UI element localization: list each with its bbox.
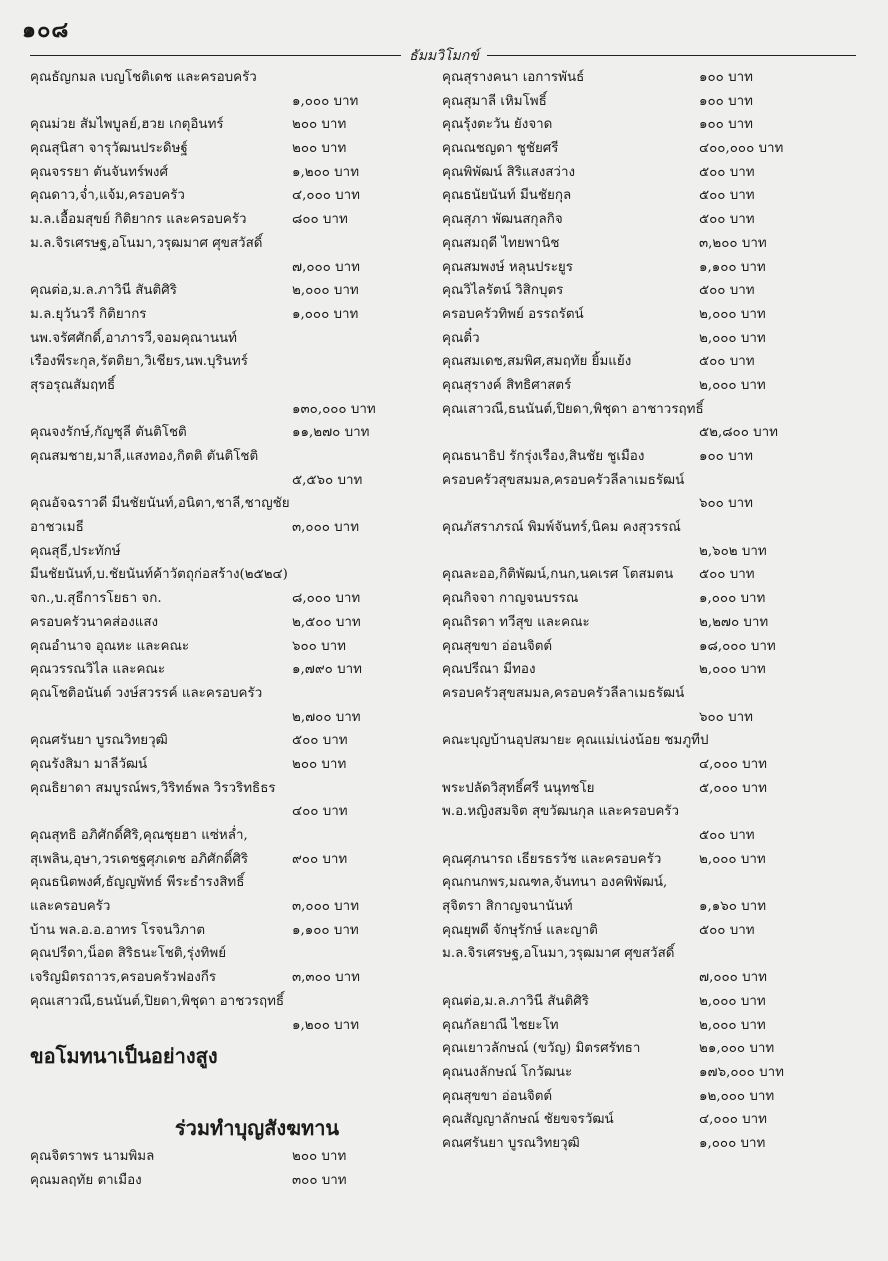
donation-amount: ๒๐๐ บาท bbox=[292, 756, 347, 772]
donor-row bbox=[30, 658, 424, 682]
donation-amount: ๒,๖๐๒ บาท bbox=[699, 543, 767, 559]
donor-row bbox=[442, 540, 836, 564]
donation-amount: ๒,๐๐๐ บาท bbox=[699, 377, 766, 393]
donor-name: เรืองพีระกุล,รัตติยา,วิเชียร,นพ.บุรินทร์ bbox=[30, 354, 248, 370]
donor-name: คุณต่อ,ม.ล.ภาวินี สันติศิริ bbox=[30, 283, 177, 299]
donor-row bbox=[30, 161, 424, 185]
section-title: ธัมมวิโมกข์ bbox=[401, 48, 487, 64]
donor-row bbox=[30, 492, 424, 516]
donor-row bbox=[30, 374, 424, 398]
donor-name: คุณปรีณา มีทอง bbox=[442, 662, 536, 678]
right-donor-list bbox=[442, 66, 836, 1156]
donation-amount: ๑๘,๐๐๐ บาท bbox=[699, 638, 776, 654]
donor-row bbox=[442, 350, 836, 374]
donation-amount: ๓,๐๐๐ บาท bbox=[292, 899, 360, 915]
donation-amount: ๔,๐๐๐ บาท bbox=[292, 188, 361, 204]
donor-name: สุรอรุณสัมฤทธิ์ bbox=[30, 377, 116, 393]
donation-amount: ๑๒,๐๐๐ บาท bbox=[699, 1088, 775, 1104]
donor-name: คุณรุ้งตะวัน ยังจาด bbox=[442, 117, 553, 133]
donor-name: คุณละออ,กิติพัฒน์,กนก,นคเรศ โตสมตน bbox=[442, 567, 674, 583]
donor-row bbox=[30, 587, 424, 611]
donor-row bbox=[30, 682, 424, 706]
donation-amount: ๒,๐๐๐ บาท bbox=[699, 330, 766, 346]
donor-name: คุณปรีดา,น็อต สิริธนะโชติ,รุ่งทิพย์ bbox=[30, 946, 227, 962]
donation-amount: ๕๐๐ บาท bbox=[699, 212, 755, 228]
donor-row bbox=[442, 682, 836, 706]
donor-name: พระปลัดวิสุทธิ์ศรี นนุทชโย bbox=[442, 780, 595, 796]
donation-amount: ๘,๐๐๐ บาท bbox=[292, 591, 361, 607]
donor-name: เจริญมิตรถาวร,ครอบครัวฟองกีร bbox=[30, 970, 217, 986]
donor-name: ม.ล.จิรเศรษฐ,อโนมา,วรุฒมาศ ศุขสวัสดิ์ bbox=[442, 946, 675, 962]
donor-name: คุณธิยาดา สมบูรณ์พร,วิริทธ์พล วิรวริทธิธร bbox=[30, 780, 276, 796]
donor-row bbox=[30, 1145, 424, 1169]
spacer bbox=[30, 1069, 424, 1109]
donor-row bbox=[30, 184, 424, 208]
donor-name: พ.อ.หญิงสมจิต สุขวัฒนกุล และครอบครัว bbox=[442, 804, 680, 820]
donor-name: คุณสมฤดี ไทยพานิช bbox=[442, 235, 560, 251]
donation-amount: ๑,๐๐๐ บาท bbox=[699, 591, 766, 607]
donor-name: คุณวิไลรัตน์ วิสิกบุตร bbox=[442, 283, 564, 299]
donor-row bbox=[442, 942, 836, 966]
thanks-heading: ขอโมทนาเป็นอย่างสูง bbox=[30, 1044, 218, 1069]
donation-amount: ๑,๑๖๐ บาท bbox=[699, 899, 767, 915]
donor-row bbox=[30, 729, 424, 753]
donor-row bbox=[442, 777, 836, 801]
donation-amount: ๕,๐๐๐ บาท bbox=[699, 780, 768, 796]
donor-name: คณะบุญบ้านอุปสมายะ คุณแม่เน่งน้อย ชมภูทีป bbox=[442, 733, 709, 749]
donor-row bbox=[442, 492, 836, 516]
donation-amount: ๕๐๐ บาท bbox=[699, 567, 755, 583]
donor-row bbox=[442, 1014, 836, 1038]
right-column bbox=[442, 66, 836, 1156]
donation-amount: ๑,๒๐๐ บาท bbox=[292, 1017, 360, 1033]
donation-amount: ๔,๐๐๐ บาท bbox=[699, 1112, 768, 1128]
donor-name: คุณสมชาย,มาลี,แสงทอง,กิตติ ตันติโชติ bbox=[30, 449, 259, 464]
donor-name: มีนชัยนันท์,บ.ชัยนันท์ค้าวัตถุก่อสร้าง(๒๕๒๔) bbox=[30, 567, 288, 583]
donation-amount: ๒๐๐ บาท bbox=[292, 1149, 347, 1165]
donor-name: คุณมลฤทัย ตาเมือง bbox=[30, 1172, 142, 1188]
donor-name: ครอบครัวสุขสมมล,ครอบครัวลีลาเมธรัฒน์ bbox=[442, 472, 685, 488]
donor-name: สุเพลิน,อุษา,วรเดชฐศุภเดช อภิศักดิ์ศิริ bbox=[30, 851, 249, 867]
donor-row bbox=[442, 184, 836, 208]
donor-row bbox=[442, 563, 836, 587]
left-donor-list bbox=[30, 66, 424, 1037]
donor-row bbox=[30, 871, 424, 895]
donor-name: คุณสุรางค์ สิทธิศาสตร์ bbox=[442, 377, 572, 393]
donor-name: คุณเสาวณี,ธนนันต์,ปิยดา,พิชุดา อาชวรฤทธิ์ bbox=[30, 993, 285, 1009]
donation-amount: ๓,๐๐๐ บาท bbox=[292, 520, 360, 536]
donation-amount: ๒,๕๐๐ บาท bbox=[292, 614, 361, 630]
donor-name: คุณถิรดา ทวีสุข และคณะ bbox=[442, 614, 590, 630]
donor-name: คุณต่อ,ม.ล.ภาวินี สันติศิริ bbox=[442, 993, 589, 1009]
left-column bbox=[30, 66, 424, 1193]
donation-amount: ๖๐๐ บาท bbox=[699, 496, 753, 512]
donation-amount: ๔,๐๐๐ บาท bbox=[699, 756, 768, 772]
donor-name: คุณสุมาลี เหิมโพธิ์ bbox=[442, 93, 547, 109]
donor-name: คุณโชติอนันต์ วงษ์สวรรค์ และครอบครัว bbox=[30, 685, 263, 701]
donor-row bbox=[442, 729, 836, 753]
donor-name: ม.ล.จิรเศรษฐ,อโนมา,วรุฒมาศ ศุขสวัสดิ์ bbox=[30, 235, 263, 251]
donor-name: คุณภัสราภรณ์ พิมพ์จันทร์,นิคม คงสุวรรณ์ bbox=[442, 520, 681, 536]
donor-name: คุณกัลยาณี ไชยะโท bbox=[442, 1017, 559, 1033]
donor-row bbox=[30, 232, 424, 256]
donation-amount: ๒,๐๐๐ บาท bbox=[699, 993, 766, 1009]
donor-row bbox=[442, 469, 836, 493]
donation-amount: ๕๐๐ บาท bbox=[699, 283, 755, 299]
donor-row bbox=[30, 635, 424, 659]
donor-name: คุณสุขขา อ่อนจิตต์ bbox=[442, 1088, 553, 1104]
donor-row bbox=[442, 113, 836, 137]
donor-row bbox=[442, 1108, 836, 1132]
donor-row bbox=[442, 824, 836, 848]
donor-row bbox=[442, 66, 836, 90]
donation-amount: ๑๗๖,๐๐๐ บาท bbox=[699, 1064, 784, 1080]
donor-row bbox=[30, 66, 424, 90]
donation-amount: ๒,๗๐๐ บาท bbox=[292, 709, 361, 725]
donor-row bbox=[30, 516, 424, 540]
donor-name: คุณติ๋ว bbox=[442, 330, 480, 346]
donor-row bbox=[442, 895, 836, 919]
donor-name: สุจิตรา สิกาญจนานันท์ bbox=[442, 899, 573, 915]
donor-name: ครอบครัวนาคส่องแสง bbox=[30, 614, 159, 630]
donor-row bbox=[442, 1061, 836, 1085]
donor-row bbox=[442, 611, 836, 635]
donor-row bbox=[30, 611, 424, 635]
donor-name: ครอบครัวทิพย์ อรรถรัตน์ bbox=[442, 306, 584, 322]
donation-amount: ๗,๐๐๐ บาท bbox=[699, 970, 767, 986]
donor-name: และครอบครัว bbox=[30, 899, 111, 915]
donation-amount: ๒,๐๐๐ บาท bbox=[699, 1017, 766, 1033]
donor-row bbox=[30, 445, 424, 469]
donation-amount: ๒๐๐ บาท bbox=[292, 117, 347, 133]
donor-row bbox=[442, 232, 836, 256]
donor-row bbox=[30, 706, 424, 730]
donor-name: คุณสุนิสา จารุวัฒนประดิษฐ์ bbox=[30, 141, 188, 157]
donor-row bbox=[442, 753, 836, 777]
donor-row bbox=[30, 350, 424, 374]
sanghathan-heading: ร่วมทำบุญสังฆทาน bbox=[174, 1116, 340, 1141]
donor-row bbox=[30, 942, 424, 966]
donor-row bbox=[442, 635, 836, 659]
donation-amount: ๖๐๐ บาท bbox=[292, 638, 346, 654]
donor-name: คุณจรรยา ตันจันทร์พงศ์ bbox=[30, 164, 168, 180]
donor-row bbox=[30, 919, 424, 943]
donor-row bbox=[442, 1085, 836, 1109]
donor-name: คุณสุรางคนา เอการพันธ์ bbox=[442, 70, 585, 85]
donor-name: คุณม่วย สัมไพบูลย์,ฮวย เกตุอินทร์ bbox=[30, 117, 224, 133]
donation-amount: ๒,๐๐๐ บาท bbox=[699, 851, 766, 867]
donor-name: ครอบครัวสุขสมมล,ครอบครัวลีลาเมธรัฒน์ bbox=[442, 685, 685, 701]
donor-row bbox=[30, 208, 424, 232]
page-number: ๑๐๘ bbox=[22, 17, 70, 43]
donor-name: คุณอำนาจ อุณหะ และคณะ bbox=[30, 638, 190, 654]
donor-name: คุณจงรักษ์,กัญชุลี ตันติโชติ bbox=[30, 425, 187, 441]
donor-name: คุณศรันยา บูรณวิทยวุฒิ bbox=[30, 733, 168, 749]
donor-row bbox=[30, 800, 424, 824]
donor-name: คุณยุพดี จักษุรักษ์ และญาติ bbox=[442, 922, 598, 938]
donation-amount: ๕๐๐ บาท bbox=[699, 188, 755, 204]
section-header bbox=[0, 45, 888, 67]
donor-row bbox=[30, 895, 424, 919]
donor-row bbox=[30, 966, 424, 990]
donor-name: บ้าน พล.อ.อ.อาทร โรจนวิภาต bbox=[30, 922, 206, 938]
donor-row bbox=[442, 871, 836, 895]
donation-amount: ๑,๗๙๐ บาท bbox=[292, 662, 362, 678]
donation-amount: ๑๐๐ บาท bbox=[699, 93, 753, 109]
donor-row bbox=[30, 563, 424, 587]
donor-row bbox=[442, 516, 836, 540]
sanghathan-donor-list bbox=[30, 1145, 424, 1192]
donor-row bbox=[30, 469, 424, 493]
donor-name: คุณดาว,จ่ำ,แจ้ม,ครอบครัว bbox=[30, 188, 185, 204]
donation-amount: ๕๐๐ บาท bbox=[699, 828, 755, 843]
donation-amount: ๑๐๐ บาท bbox=[699, 117, 753, 133]
donor-row bbox=[442, 706, 836, 730]
donor-name: นพ.จรัศศักดิ์,อาภารวี,จอมคุณานนท์ bbox=[30, 330, 237, 346]
donation-amount: ๙๐๐ บาท bbox=[292, 851, 348, 867]
donation-amount: ๒,๐๐๐ บาท bbox=[292, 283, 359, 299]
donor-row bbox=[442, 800, 836, 824]
donation-amount: ๒,๒๗๐ บาท bbox=[699, 614, 769, 630]
donor-row bbox=[30, 398, 424, 422]
donor-row bbox=[30, 990, 424, 1014]
donor-row bbox=[442, 1037, 836, 1061]
donor-row bbox=[442, 327, 836, 351]
donor-row bbox=[442, 161, 836, 185]
donor-row bbox=[442, 658, 836, 682]
donor-row bbox=[30, 421, 424, 445]
donor-name: คุณธนัยนันท์ มีนชัยกุล bbox=[442, 188, 572, 204]
donor-row bbox=[442, 587, 836, 611]
donor-row bbox=[30, 540, 424, 564]
donation-amount: ๖๐๐ บาท bbox=[699, 709, 753, 725]
donation-amount: ๑๑,๒๗๐ บาท bbox=[292, 425, 370, 441]
donor-row bbox=[30, 777, 424, 801]
donation-amount: ๕,๕๖๐ บาท bbox=[292, 472, 363, 488]
donor-row bbox=[442, 374, 836, 398]
donor-name: คุณอัจฉราวดี มีนชัยนันท์,อนิตา,ชาลี,ชาญชัย bbox=[30, 496, 290, 512]
donor-row bbox=[442, 208, 836, 232]
donor-name: คุณวรรณวิไล และคณะ bbox=[30, 662, 166, 678]
donation-amount: ๑๓๐,๐๐๐ บาท bbox=[292, 401, 376, 417]
donor-row bbox=[442, 90, 836, 114]
donor-name: คุณธนิตพงศ์,ธัญญพัทธ์ พีระธำรงสิทธิ์ bbox=[30, 875, 245, 891]
donor-row bbox=[442, 445, 836, 469]
donor-name: คุณจิตราพร นามพิมล bbox=[30, 1149, 155, 1165]
donor-row bbox=[30, 137, 424, 161]
donor-name: คุณสมพงษ์ หลุนประยูร bbox=[442, 259, 573, 275]
donation-amount: ๕๐๐ บาท bbox=[699, 922, 755, 938]
donor-row bbox=[442, 421, 836, 445]
donation-amount: ๑,๐๐๐ บาท bbox=[292, 93, 359, 109]
donation-amount: ๑๐๐ บาท bbox=[699, 449, 753, 464]
donation-amount: ๗,๐๐๐ บาท bbox=[292, 259, 360, 275]
donation-amount: ๘๐๐ บาท bbox=[292, 212, 348, 228]
donation-amount: ๒,๐๐๐ บาท bbox=[699, 662, 766, 678]
donor-name: คุณสุภา พัฒนสกุลกิจ bbox=[442, 212, 563, 228]
donor-name: คุณสุทธิ อภิศักดิ์ศิริ,คุณชุยฮา แซ่หล่ำ, bbox=[30, 828, 248, 843]
donor-name: คุณเสาวณี,ธนนันต์,ปิยดา,พิชุดา อาชาวรฤทธิ์ bbox=[442, 401, 704, 417]
donor-name: คุณธนาธิป รักรุ่งเรือง,สินชัย ชูเมือง bbox=[442, 449, 645, 464]
donor-name: คุณสุขขา อ่อนจิตต์ bbox=[442, 638, 553, 654]
donor-name: คุณสมเดช,สมพิศ,สมฤทัย ยิ้มแย้ง bbox=[442, 354, 632, 370]
donation-amount: ๔๐๐,๐๐๐ บาท bbox=[699, 141, 784, 157]
donor-name: คุณนงลักษณ์ โกวัฒนะ bbox=[442, 1064, 573, 1080]
donor-row bbox=[30, 113, 424, 137]
donation-amount: ๑,๐๐๐ บาท bbox=[699, 1135, 766, 1151]
donor-name: คุณธัญกมล เบญโชติเดช และครอบครัว bbox=[30, 70, 257, 85]
donor-row bbox=[442, 1132, 836, 1156]
donor-row bbox=[442, 919, 836, 943]
donor-row bbox=[442, 137, 836, 161]
donation-amount: ๕๐๐ บาท bbox=[699, 164, 755, 180]
donor-row bbox=[30, 327, 424, 351]
donation-amount: ๔๐๐ บาท bbox=[292, 804, 348, 820]
donor-row bbox=[30, 303, 424, 327]
donor-row bbox=[30, 279, 424, 303]
donation-amount: ๓๐๐ บาท bbox=[292, 1172, 347, 1188]
donor-name: คุณรังสิมา มาลีวัฒน์ bbox=[30, 756, 148, 772]
donor-name: คุณพิพัฒน์ สิริแสงสว่าง bbox=[442, 164, 575, 180]
donation-amount: ๑,๒๐๐ บาท bbox=[292, 164, 360, 180]
donor-name: คุณสุธี,ประทักษ์ bbox=[30, 543, 121, 559]
donor-name: คุณกนกพร,มณฑล,จันทนา องคพิพัฒน์, bbox=[442, 875, 668, 891]
donor-name: คุณเยาวลักษณ์ (ขวัญ) มิตรศรัทธา bbox=[442, 1041, 641, 1057]
donor-name: ม.ล.ยุวันวรี กิติยากร bbox=[30, 306, 147, 322]
donation-amount: ๑,๑๐๐ บาท bbox=[699, 259, 766, 275]
donor-row bbox=[442, 990, 836, 1014]
donation-amount: ๑๐๐ บาท bbox=[699, 70, 753, 85]
donation-amount: ๕๐๐ บาท bbox=[292, 733, 348, 749]
donor-name: คุณกิจจา กาญจนบรรณ bbox=[442, 591, 579, 607]
donor-row bbox=[30, 1014, 424, 1038]
donor-row bbox=[442, 279, 836, 303]
donor-row bbox=[442, 256, 836, 280]
donor-row bbox=[30, 824, 424, 848]
donor-name: คณศรันยา บูรณวิทยวุฒิ bbox=[442, 1135, 580, 1151]
donor-row bbox=[30, 90, 424, 114]
donation-amount: ๓,๓๐๐ บาท bbox=[292, 970, 361, 986]
donation-amount: ๕๐๐ บาท bbox=[699, 354, 755, 370]
donor-row bbox=[30, 256, 424, 280]
donation-amount: ๒๐๐ บาท bbox=[292, 141, 347, 157]
donor-name: ม.ล.เอื้อมสุขย์ กิติยากร และครอบครัว bbox=[30, 212, 247, 228]
donor-name: อาชวเมธี bbox=[30, 520, 84, 536]
donor-row bbox=[30, 753, 424, 777]
donor-row bbox=[442, 303, 836, 327]
donor-name: คุณสัญญาลักษณ์ ชัยขจรวัฒน์ bbox=[442, 1112, 614, 1128]
donor-name: คุณศุภนารถ เธียรธรวัช และครอบครัว bbox=[442, 851, 662, 867]
donor-row bbox=[442, 848, 836, 872]
donation-amount: ๒,๐๐๐ บาท bbox=[699, 306, 766, 322]
donor-row bbox=[30, 1169, 424, 1193]
donor-name: คุณณชญดา ชูชัยศรี bbox=[442, 141, 559, 157]
donor-row bbox=[442, 398, 836, 422]
donation-amount: ๑,๑๐๐ บาท bbox=[292, 922, 359, 938]
donation-amount: ๓,๒๐๐ บาท bbox=[699, 235, 767, 251]
donation-amount: ๕๒,๘๐๐ บาท bbox=[699, 425, 778, 441]
donation-amount: ๒๑,๐๐๐ บาท bbox=[699, 1041, 775, 1057]
donor-row bbox=[442, 966, 836, 990]
donor-row bbox=[30, 848, 424, 872]
donor-name: จก.,บ.สุธีการโยธา จก. bbox=[30, 591, 162, 607]
donation-amount: ๑,๐๐๐ บาท bbox=[292, 306, 359, 322]
